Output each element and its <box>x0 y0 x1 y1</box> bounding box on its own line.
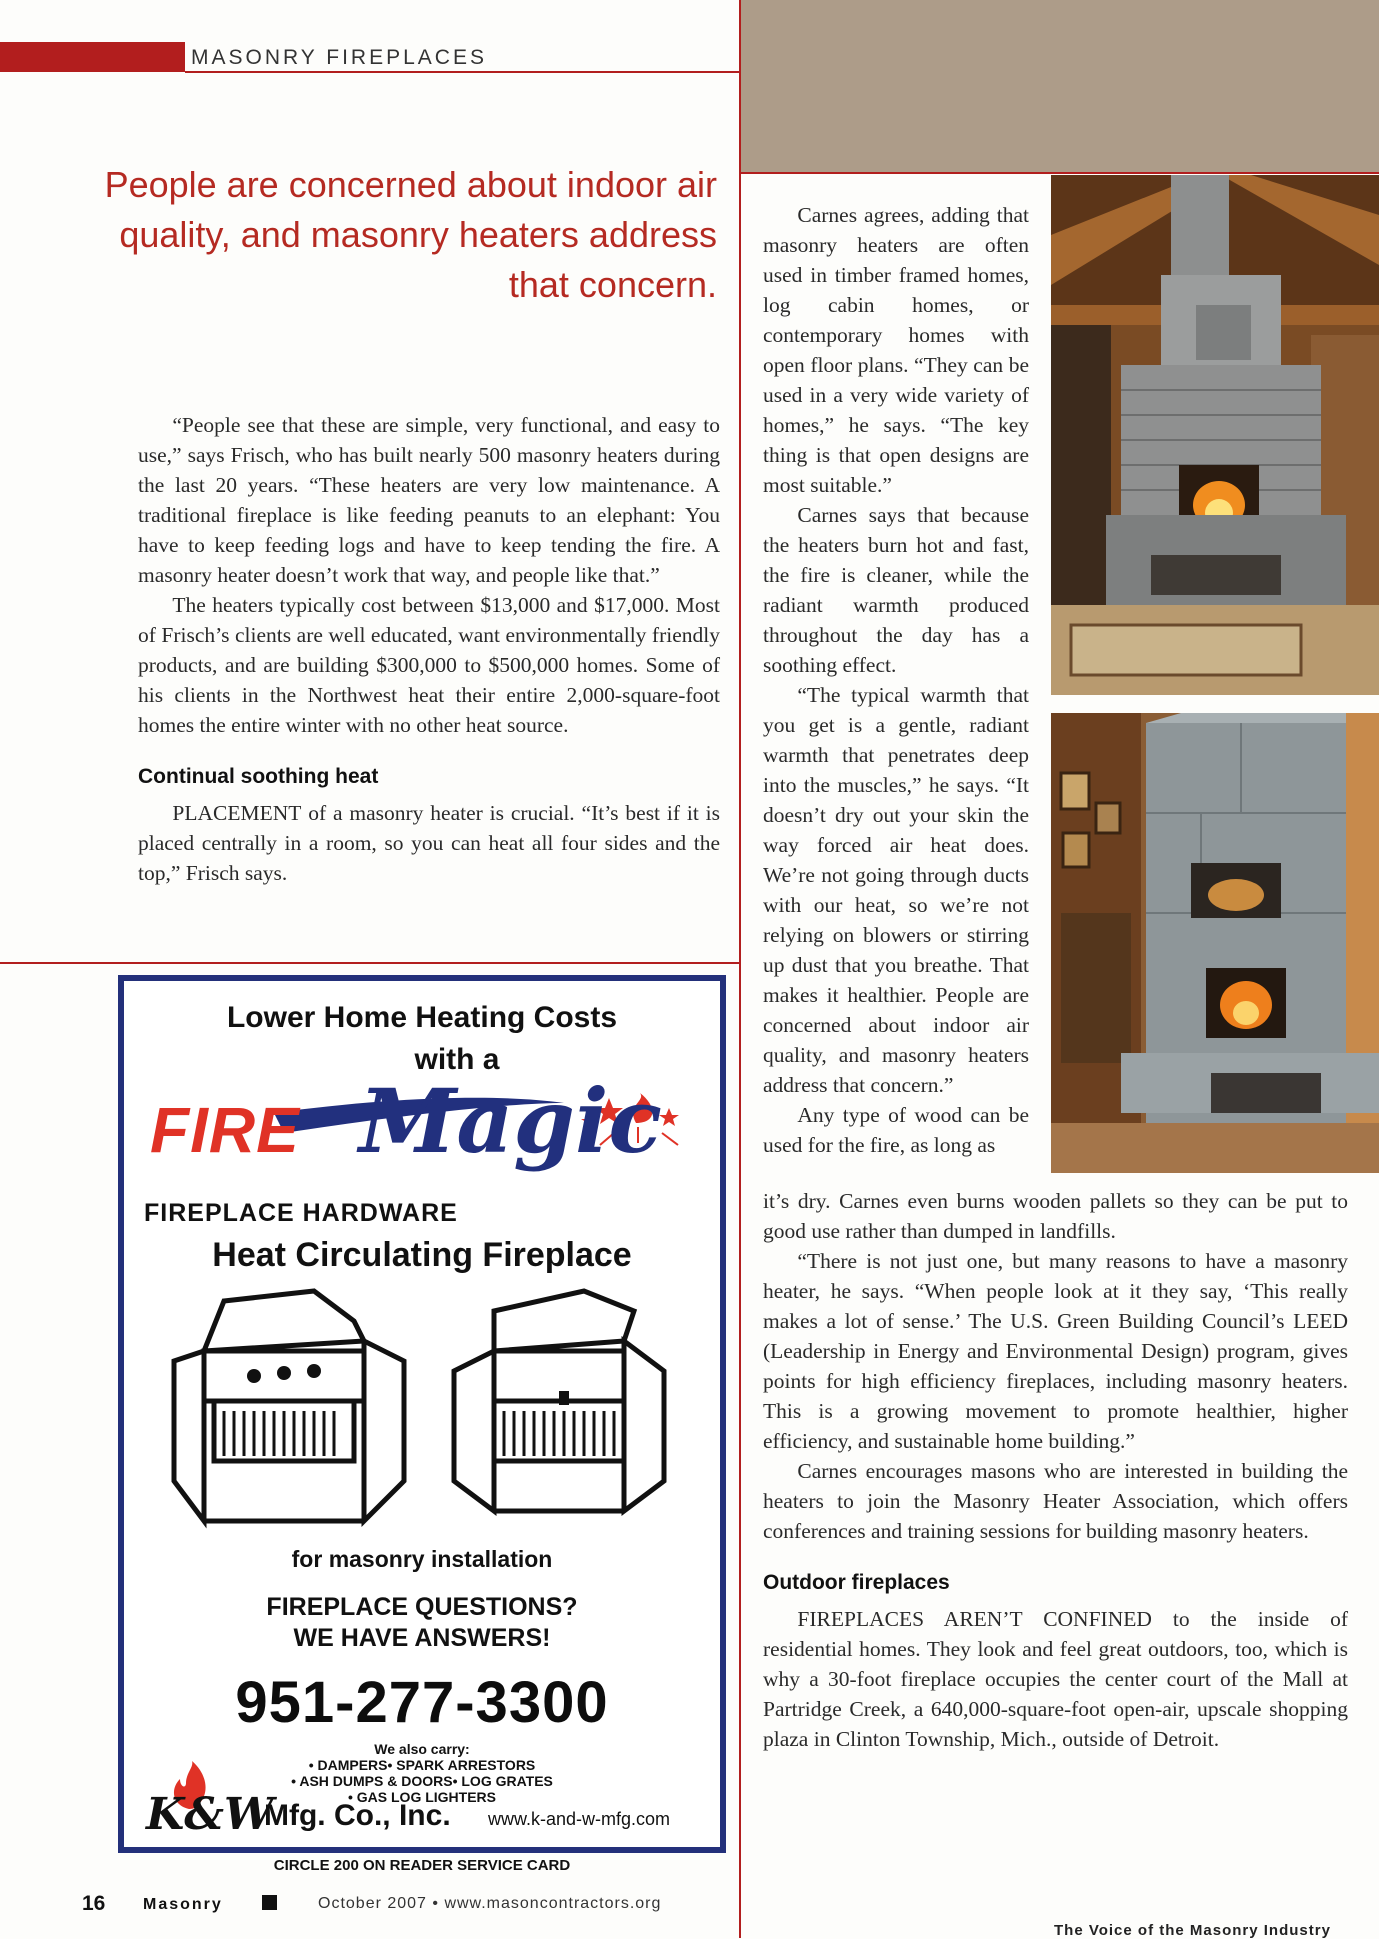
lead-in: PLACEMENT <box>172 801 302 825</box>
paragraph: The heaters typically cost between $13,000 and $17,000. Most of Frisch’s clients are well educated, want environmentally friendly products, and are building $300,000 to $500,000 homes. Some of his clients in the Northwest heat their entire 2,000-square-foot homes the entire winter with no other heat source. <box>138 593 720 737</box>
column-divider <box>739 0 741 1938</box>
also-carry-item: • GAS LOG LIGHTERS <box>347 1789 497 1805</box>
lead-in: FIREPLACES AREN’T CONFINED <box>797 1607 1152 1631</box>
header-rule <box>185 71 740 73</box>
subhead-outdoor-fireplaces: Outdoor fireplaces <box>763 1571 950 1594</box>
paragraph: Any type of wood can be used for the fire, as long as <box>763 1103 1029 1157</box>
ad-phone-number[interactable]: 951-277-3300 <box>235 1670 609 1735</box>
pull-quote: People are concerned about indoor air quality, and masonry heaters address that concern. <box>104 164 717 305</box>
subhead-continual-soothing-heat: Continual soothing heat <box>138 765 379 788</box>
paragraph: “The typical warmth that you get is a gentle, radiant warmth that penetrates deep into the muscles,” he says. “It doesn’t dry out your skin the way forced air heat does. We’re not going through ducts with our heat, so we’re not relying on blowers or stirring up dust that you breathe. That makes it healthier. People are concerned about indoor air quality, and masonry heaters address that concern.” <box>763 683 1029 1097</box>
paragraph: “There is not just one, but many reasons to have a masonry heater, he says. “When people look at it they say, ‘This really makes a lot of sense.’ The U.S. Green Building Council’s LEED (Leadership in Energy and Environmental Design) program, gives points for high efficiency fireplaces, including masonry heaters. This is a growing movement to promote healthier, higher efficiency, and sustainable home building.” <box>763 1249 1348 1453</box>
footer-square-icon <box>262 1895 277 1910</box>
ad-divider-rule <box>0 962 740 964</box>
section-title: MASONRY FIREPLACES <box>191 46 487 69</box>
ad-hardware-label: FIREPLACE HARDWARE <box>144 1199 458 1227</box>
ad-answer-line: WE HAVE ANSWERS! <box>293 1624 551 1652</box>
company-website-link[interactable]: www.k-and-w-mfg.com <box>488 1809 671 1829</box>
page-number: 16 <box>82 1892 106 1915</box>
paragraph: “People see that these are simple, very functional, and easy to use,” says Frisch, who has built nearly 500 masonry heaters during the last 20 years. “These heaters are very low maintenance. A traditional fireplace is like feeding peanuts to an elephant: You have to keep feeding logs and have to keep tending the fire. A masonry heater doesn’t work that way, and people like that.” <box>138 413 720 587</box>
paragraph: Carnes agrees, adding that masonry heaters are often used in timber framed homes, log cabin homes, or contemporary homes with open floor plans. “They can be used in a very wide variety of homes,” he says. “The key thing is that open designs are most suitable.” <box>763 203 1029 497</box>
brand-fire-wordmark: FIRE <box>150 1094 300 1166</box>
paragraph-text: of a masonry heater is crucial. “It’s best if it is placed centrally in a room, so you can heat all four sides and the top,” Frisch says. <box>138 801 720 885</box>
header-accent-bar <box>0 42 185 72</box>
ad-headline: Lower Home Heating Costs <box>226 1001 618 1034</box>
top-block-rule <box>741 172 1379 174</box>
also-carry-heading: We also carry: <box>374 1741 470 1757</box>
magazine-name: Masonry <box>143 1896 223 1913</box>
fireplace-illustration-icon <box>164 1281 684 1541</box>
footer-tagline: The Voice of the Masonry Industry <box>1054 1922 1331 1939</box>
top-color-block <box>741 0 1379 172</box>
ad-subheadline: with a <box>414 1043 500 1076</box>
paragraph: Carnes encourages masons who are interested in building the heaters to join the Masonry Heater Association, which offers conferences and training sessions for building masonry heaters. <box>763 1459 1348 1543</box>
masonry-heater-photo-2 <box>1051 713 1379 1173</box>
paragraph: Carnes says that because the heaters burn hot and fast, the fire is cleaner, while the radiant warmth produced throughout the day has a soothing effect. <box>763 503 1029 677</box>
reader-service-note: CIRCLE 200 ON READER SERVICE CARD <box>273 1857 571 1874</box>
ad-product-heading: Heat Circulating Fireplace <box>212 1236 632 1274</box>
also-carry-item: • ASH DUMPS & DOORS• LOG GRATES <box>291 1773 553 1789</box>
company-name: Mfg. Co., Inc. <box>264 1799 451 1832</box>
masonry-heater-photo-1 <box>1051 175 1379 695</box>
paragraph-text: to the inside of residential homes. They look and feel great outdoors, too, which is why a 30-foot fireplace occupies the center court of the Mall at Partridge Creek, a 640,000-square-foot open-air, upscale shopping plaza in Clinton Township, Mich., outside of Detroit. <box>763 1607 1348 1751</box>
also-carry-item: • DAMPERS• SPARK ARRESTORS <box>308 1757 536 1773</box>
ad-question-line: FIREPLACE QUESTIONS? <box>266 1593 578 1621</box>
paragraph-placement <box>138 798 720 888</box>
right-article-column <box>763 200 1029 1160</box>
brand-magic-wordmark: Magic <box>359 1069 662 1173</box>
ad-installation-note: for masonry installation <box>291 1546 553 1572</box>
fire-magic-advertisement[interactable] <box>118 975 726 1853</box>
left-article-column <box>138 410 720 888</box>
company-logo: K&W <box>146 1789 274 1840</box>
paragraph-outdoor <box>763 1604 1348 1754</box>
issue-date-url: October 2007 • www.masoncontractors.org <box>318 1895 662 1912</box>
right-article-column-wide <box>763 1186 1348 1754</box>
paragraph: it’s dry. Carnes even burns wooden pallets so they can be put to good use rather than dumped in landfills. <box>763 1189 1348 1243</box>
